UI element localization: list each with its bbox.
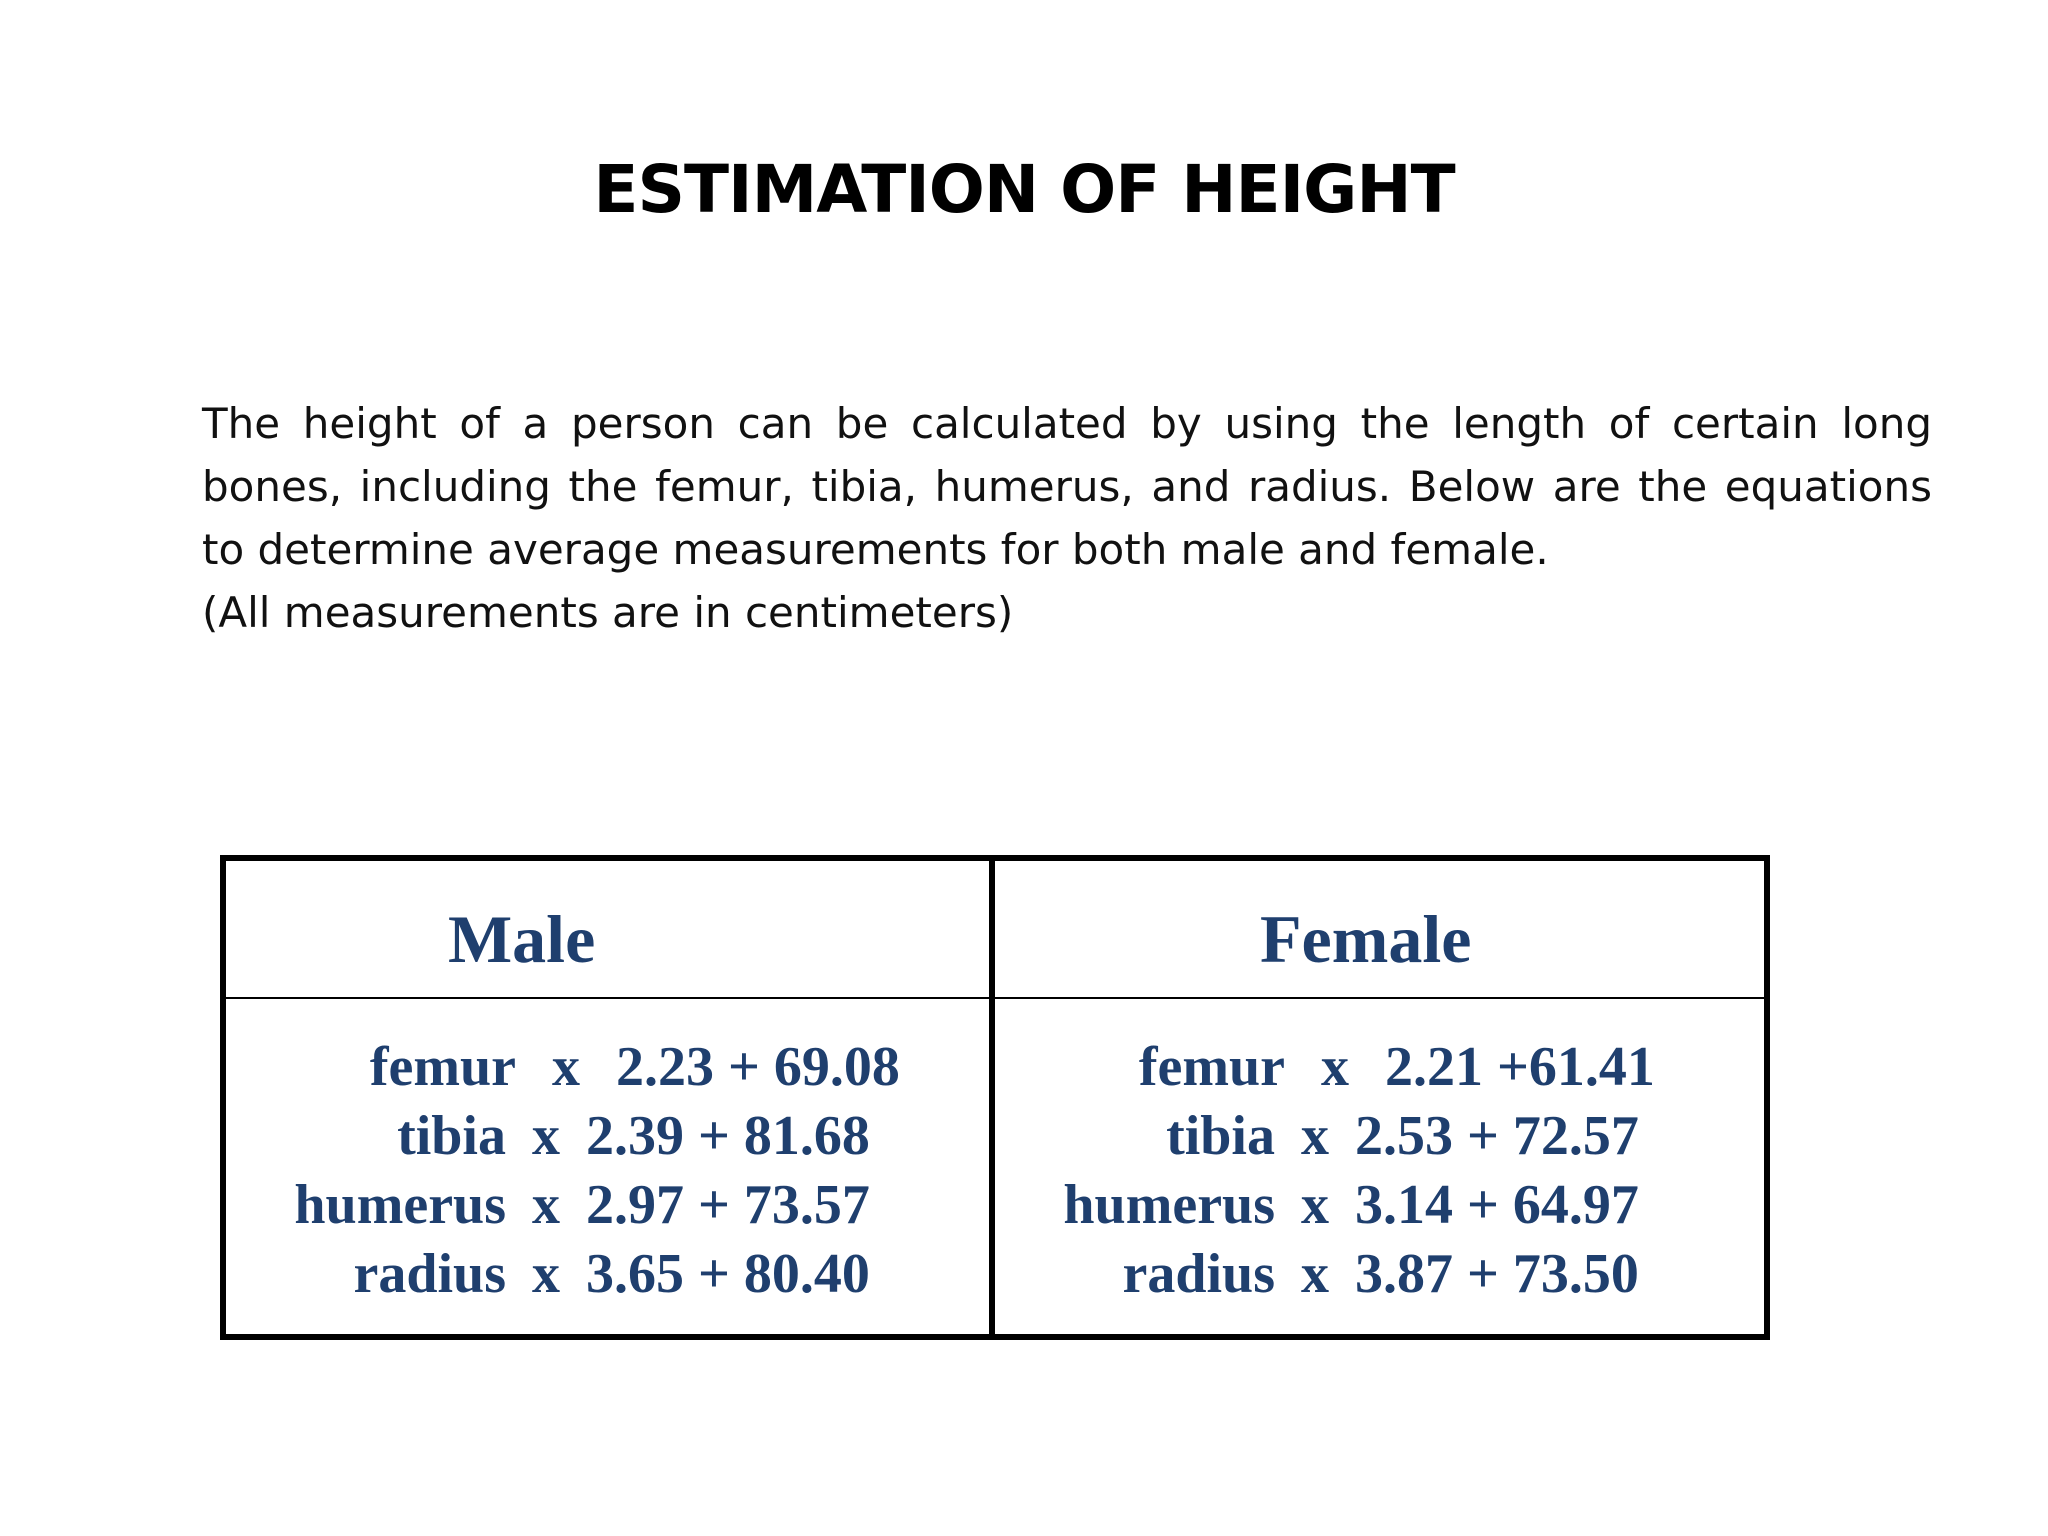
- female-column: [995, 861, 1764, 1334]
- bone-name: femur: [369, 1036, 516, 1098]
- formula: 2.21 +61.41: [1385, 1036, 1655, 1098]
- formula: 2.39 + 81.68: [586, 1105, 870, 1167]
- bone-name: tibia: [397, 1105, 506, 1167]
- male-equation-tibia: [226, 1102, 989, 1171]
- female-equation-radius: [995, 1240, 1764, 1309]
- intro-paragraph: The height of a person can be calculated by using the length of certain long bones, including the femur, tibia, humerus, and radius. Below are the equations to determine average measurements for both male and female.: [202, 399, 1932, 574]
- female-equation-humerus: [995, 1171, 1764, 1240]
- male-equation-humerus: [226, 1171, 989, 1240]
- multiply-sign: x: [1321, 1036, 1349, 1098]
- bone-name: tibia: [1166, 1105, 1275, 1167]
- bone-name: humerus: [1063, 1174, 1275, 1236]
- multiply-sign: x: [1301, 1105, 1329, 1167]
- bone-name: radius: [353, 1243, 506, 1305]
- formula: 3.14 + 64.97: [1355, 1174, 1639, 1236]
- female-equation-tibia: [995, 1102, 1764, 1171]
- bone-name: humerus: [294, 1174, 506, 1236]
- equation-table: [220, 855, 1770, 1340]
- female-equation-femur: [1035, 1033, 1764, 1102]
- male-equation-radius: [226, 1240, 989, 1309]
- male-equations: [226, 1033, 989, 1309]
- bone-name: femur: [1138, 1036, 1285, 1098]
- female-equations: [995, 1033, 1764, 1309]
- formula: 3.65 + 80.40: [586, 1243, 870, 1305]
- slide-title: ESTIMATION OF HEIGHT: [593, 151, 1455, 228]
- multiply-sign: x: [1301, 1243, 1329, 1305]
- formula: 2.23 + 69.08: [616, 1036, 900, 1098]
- male-column: [226, 861, 995, 1334]
- formula: 3.87 + 73.50: [1355, 1243, 1639, 1305]
- multiply-sign: x: [552, 1036, 580, 1098]
- multiply-sign: x: [532, 1243, 560, 1305]
- male-equation-femur: [266, 1033, 989, 1102]
- multiply-sign: x: [1301, 1174, 1329, 1236]
- intro-text: [202, 392, 1932, 644]
- formula: 2.53 + 72.57: [1355, 1105, 1639, 1167]
- formula: 2.97 + 73.57: [586, 1174, 870, 1236]
- multiply-sign: x: [532, 1174, 560, 1236]
- male-header: Male: [448, 901, 596, 977]
- male-header-cell: [226, 861, 989, 999]
- female-header: Female: [1260, 901, 1472, 977]
- measurement-note: (All measurements are in centimeters): [202, 588, 1014, 637]
- bone-name: radius: [1122, 1243, 1275, 1305]
- multiply-sign: x: [532, 1105, 560, 1167]
- female-header-cell: [995, 861, 1764, 999]
